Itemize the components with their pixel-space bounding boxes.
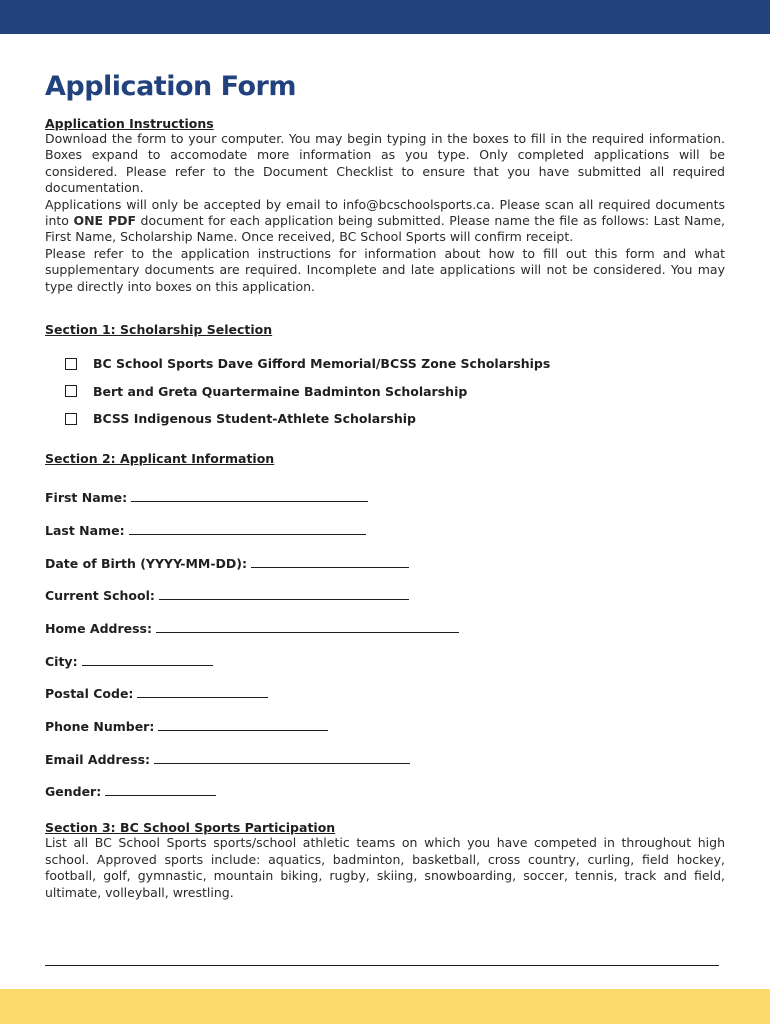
instructions-p2-start: Applications will only be accepted by email to info@bcschoolsports.ca. Please scan all required documents into (45, 196, 725, 229)
field-home-address (45, 604, 725, 637)
field-label: Postal Code: (45, 686, 134, 702)
instructions-paragraph-1: Download the form to your computer. You may begin typing in the boxes to fill in the required information. Boxes expand to accomodate more information as you type. Only completed applications will be considered. Please refer to the Document Checklist to ensure that you have submitted all required documentation. (45, 131, 725, 196)
field-label: Gender: (45, 784, 102, 800)
checkbox-indigenous[interactable] (65, 413, 77, 425)
checkbox-quartermaine[interactable] (65, 385, 77, 397)
scholarship-option-gifford[interactable] (65, 350, 725, 378)
field-postal-code (45, 670, 725, 703)
field-current-school (45, 572, 725, 605)
scholarship-option-quartermaine[interactable] (65, 378, 725, 406)
city-input[interactable] (82, 649, 213, 666)
form-content (45, 68, 725, 901)
option-label: BC School Sports Dave Gifford Memorial/BCSS Zone Scholarships (93, 356, 551, 372)
field-last-name (45, 506, 725, 539)
page-title: Application Form (45, 71, 296, 102)
instructions-paragraph-2 (45, 197, 725, 246)
footer-bar (0, 989, 770, 1024)
field-label: Email Address: (45, 751, 151, 767)
last-name-input[interactable] (129, 518, 366, 535)
field-email-address (45, 735, 725, 768)
field-gender (45, 768, 725, 801)
field-label: Current School: (45, 588, 155, 604)
applicant-fields (45, 474, 725, 801)
section2-heading: Section 2: Applicant Information (45, 450, 275, 466)
field-city (45, 637, 725, 670)
home-address-input[interactable] (156, 616, 459, 633)
header-bar (0, 0, 770, 34)
field-label: Date of Birth (YYYY-MM-DD): (45, 555, 247, 571)
date-of-birth-input[interactable] (251, 551, 409, 568)
section1-heading: Section 1: Scholarship Selection (45, 322, 273, 338)
instructions-p2-end: document for each application being submitted. Please name the file as follows: Last Name, First Name, Scholarship Name. Once received, BC School Sports will confirm receipt. (45, 213, 725, 245)
field-phone-number (45, 702, 725, 735)
scholarship-options (65, 350, 725, 433)
field-label: Phone Number: (45, 719, 155, 735)
field-label: First Name: (45, 490, 128, 506)
field-label: Home Address: (45, 621, 152, 636)
section3-paragraph: List all BC School Sports sports/school athletic teams on which you have competed in throughout high school. Approved sports include: aquatics, badminton, basketball, cross country, curling, field hockey, football, golf, gymnastic, mountain biking, rugby, skiing, snowboarding, soccer, tennis, track and field, ultimate, volleyball, wrestling. (45, 835, 725, 900)
scholarship-option-indigenous[interactable] (65, 405, 725, 433)
current-school-input[interactable] (159, 583, 409, 600)
instructions-heading: Application Instructions (45, 116, 214, 131)
field-date-of-birth (45, 539, 725, 572)
checkbox-gifford[interactable] (65, 358, 77, 370)
email-address-input[interactable] (154, 747, 410, 764)
participation-answer-line[interactable] (45, 965, 719, 966)
first-name-input[interactable] (131, 485, 368, 502)
one-pdf-emphasis: ONE PDF (73, 213, 137, 229)
field-label: Last Name: (45, 522, 125, 538)
section3-heading: Section 3: BC School Sports Participation (45, 820, 336, 836)
gender-input[interactable] (105, 779, 216, 796)
postal-code-input[interactable] (137, 681, 268, 698)
instructions-paragraph-3: Please refer to the application instructions for information about how to fill out this form and what supplementary documents are required. Incomplete and late applications will not be considered. You may type directly into boxes on this application. (45, 245, 725, 294)
field-label: City: (45, 653, 78, 669)
option-label: Bert and Greta Quartermaine Badminton Scholarship (93, 383, 468, 399)
field-first-name (45, 474, 725, 507)
phone-number-input[interactable] (158, 714, 328, 731)
option-label: BCSS Indigenous Student-Athlete Scholarship (93, 411, 416, 427)
